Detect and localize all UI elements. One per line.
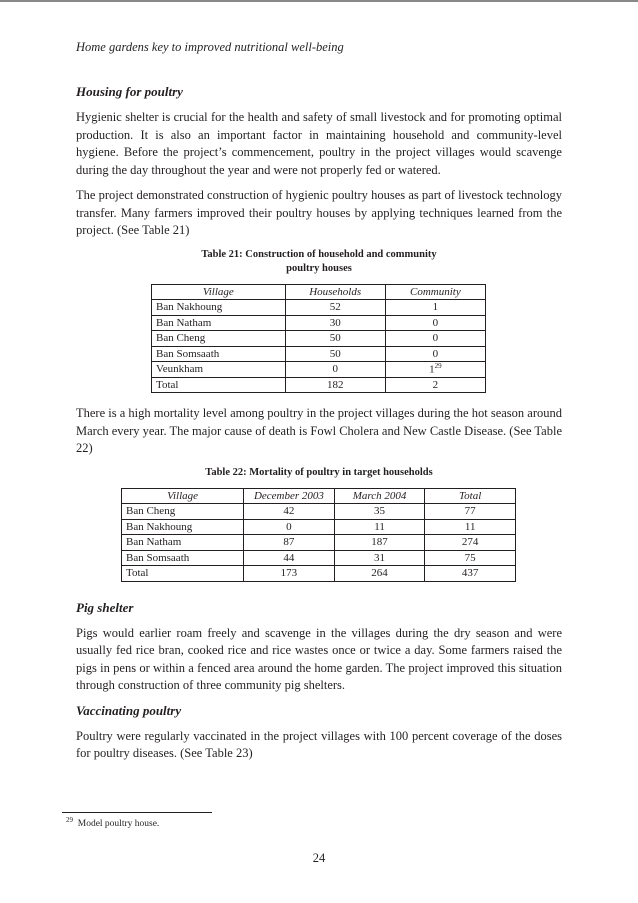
cell: 1 (385, 300, 485, 316)
cell: Ban Natham (122, 535, 244, 551)
cell: 87 (244, 535, 335, 551)
page-number: 24 (312, 851, 326, 865)
table-21-caption: Table 21: Construction of household and community poultry houses (201, 248, 437, 274)
table-row (152, 362, 486, 378)
column-header: December 2003 (244, 488, 335, 504)
table-row (122, 535, 516, 551)
cell: 50 (285, 346, 385, 362)
cell: 437 (425, 566, 516, 582)
cell: 52 (285, 300, 385, 316)
cell: $1^{29}$ (385, 362, 485, 378)
cell: 77 (425, 504, 516, 520)
cell: 274 (425, 535, 516, 551)
column-header: Village (122, 488, 244, 504)
table-row (122, 550, 516, 566)
paragraph: The project demonstrated construction of hygienic poultry houses as part of livestock technology transfer. Many farmers improved their poultry houses by applying techniques learned from the project. (See Table 21) (76, 188, 562, 237)
table-row (152, 346, 486, 362)
cell: Ban Somsaath (152, 346, 286, 362)
cell: Veunkham (152, 362, 286, 378)
cell: 0 (285, 362, 385, 378)
cell: Ban Nakhoung (152, 300, 286, 316)
cell: Ban Natham (152, 315, 286, 331)
table-row (122, 519, 516, 535)
top-border (0, 0, 638, 2)
cell: Ban Cheng (122, 504, 244, 520)
cell: 75 (425, 550, 516, 566)
cell: 30 (285, 315, 385, 331)
table-header-row (122, 488, 516, 504)
cell: 0 (244, 519, 335, 535)
column-header: Village (152, 284, 286, 300)
cell: Ban Cheng (152, 331, 286, 347)
table-22 (121, 488, 516, 582)
column-header: March 2004 (334, 488, 425, 504)
cell: 31 (334, 550, 425, 566)
table-header-row (152, 284, 486, 300)
column-header: Community (385, 284, 485, 300)
table-total-row (122, 566, 516, 582)
footnote-ref: 29 (434, 362, 442, 371)
running-head: Home gardens key to improved nutritional well-being (76, 40, 344, 54)
column-header: Total (425, 488, 516, 504)
cell: 11 (334, 519, 425, 535)
cell: 2 (385, 377, 485, 393)
footnote: $^{29}$ Model poultry house. (66, 816, 160, 830)
table-row (122, 504, 516, 520)
table-22-caption: Table 22: Mortality of poultry in target households (205, 466, 433, 478)
table-row (152, 331, 486, 347)
footnote-rule (62, 812, 212, 813)
cell: 173 (244, 566, 335, 582)
cell: 0 (385, 331, 485, 347)
cell: 35 (334, 504, 425, 520)
cell: Total (122, 566, 244, 582)
paragraph: Pigs would earlier roam freely and scavenge in the villages during the dry season and were usually fed rice bran, cooked rice and rice wastes once or twice a day. Some farmers raised the pigs in pens or within a fenced area around the home garden. The project improved this situation through construction of three community pig shelters. (76, 625, 562, 692)
section-heading-housing: Housing for poultry (76, 84, 183, 99)
table-total-row (152, 377, 486, 393)
paragraph: Poultry were regularly vaccinated in the project villages with 100 percent coverage of the doses for poultry diseases. (See Table 23) (76, 728, 562, 760)
cell: 50 (285, 331, 385, 347)
cell: Ban Nakhoung (122, 519, 244, 535)
cell: 264 (334, 566, 425, 582)
cell: Ban Somsaath (122, 550, 244, 566)
cell: 0 (385, 315, 485, 331)
cell: 44 (244, 550, 335, 566)
column-header: Households (285, 284, 385, 300)
table-row (152, 300, 486, 316)
cell: 0 (385, 346, 485, 362)
table-row (152, 315, 486, 331)
page-content (76, 84, 562, 771)
section-heading-vaccination: Vaccinating poultry (76, 702, 182, 718)
paragraph: There is a high mortality level among poultry in the project villages during the hot season around March every year. The major cause of death is Fowl Cholera and New Castle Disease. (See Table 22) (76, 406, 562, 455)
cell: 182 (285, 377, 385, 393)
cell: 42 (244, 504, 335, 520)
cell: Total (152, 377, 286, 393)
paragraph: Hygienic shelter is crucial for the health and safety of small livestock and for promoting optimal production. It is also an important factor in maintaining household and community-level hygiene. Before the project’s commencement, poultry in the project villages would scavenge during the day throughout the year and were not properly fed or watered. (76, 110, 562, 177)
cell: 11 (425, 519, 516, 535)
cell: 187 (334, 535, 425, 551)
table-21 (151, 284, 486, 394)
section-heading-pig: Pig shelter (76, 599, 134, 615)
